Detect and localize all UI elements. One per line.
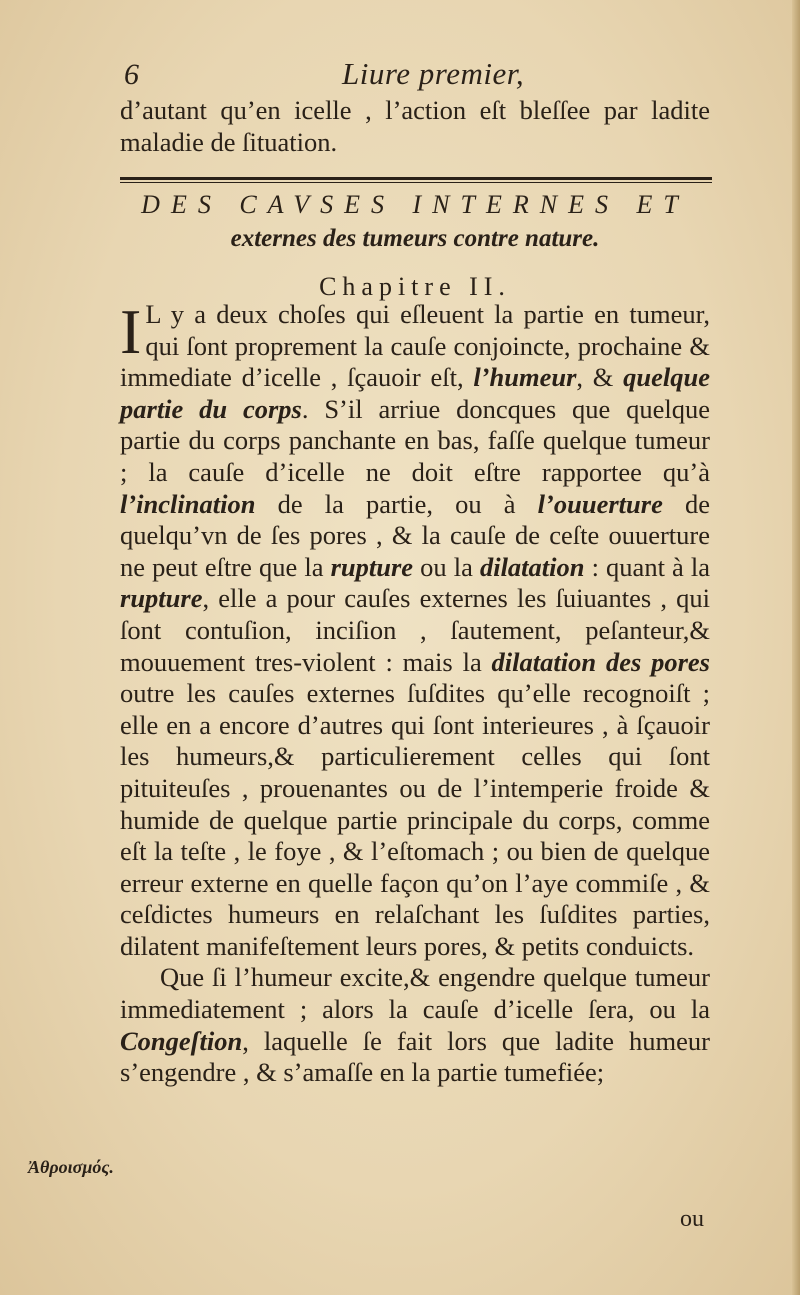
text-run: . S’il arriue doncques que quelque partie du corps panchante en bas, faſſe quelque tumeur ; la cauſe d’icelle ne doit eſtre rapportee qu’à <box>120 393 710 487</box>
text-run: , laquelle ſe fait lors que ladite humeur s’engendre , & s’amaſſe en la partie tumefiée; <box>120 1025 710 1088</box>
italic-term: quelque partie du corps <box>120 362 710 424</box>
italic-term: dilatation des pores <box>491 646 710 677</box>
text-run: , & <box>576 362 624 393</box>
chapter-body <box>120 296 711 1089</box>
text-run: de quelqu’vn de ſes pores , & la cauſe de ceſte ouuerture ne peut eſtre que la <box>120 488 710 582</box>
drop-cap: I <box>120 296 142 367</box>
section-rule <box>120 177 712 183</box>
text-run: ou la <box>413 551 480 582</box>
italic-term: rupture <box>330 551 414 582</box>
margin-note: Ἀθροισμός. <box>28 1157 114 1177</box>
section-title: DES CAVSES INTERNES ET <box>141 190 689 219</box>
italic-term: rupture <box>120 583 203 614</box>
section-subtitle: externes des tumeurs contre nature. <box>230 225 600 252</box>
chapter-heading: Chapitre II. <box>319 272 511 301</box>
text-run: , elle a pour cauſes externes les ſuiuantes , qui ſont contuſion, inciſion , ſautement, peſanteur,& mouuement tres-violent : mais la <box>120 583 710 677</box>
running-head: Liure premier, <box>342 56 525 91</box>
italic-term: l’humeur <box>473 362 577 393</box>
italic-term: Congeſtion <box>120 1025 243 1056</box>
italic-term: l’inclination <box>120 488 256 519</box>
text-run: de la partie, ou à <box>255 488 538 519</box>
text-run: outre les cauſes externes ſuſdites qu’elle recognoiſt ; elle en a encore d’autres qui ſont interieures , à ſçauoir les humeurs,& particulierement celles qui ſont pituiteuſes , prouenantes ou de l’intemperie froide & humide de quelque partie principale du corps, comme eſt la teſte , le foye , & l’eſtomach ; ou bien de quelque erreur externe en quelle façon qu’on l’aye commiſe , & ceſdictes humeurs en relaſchant les ſuſdites parties, dilatent manifeſtement leurs pores, & petits conduicts. <box>120 678 710 961</box>
paragraph-2 <box>120 962 710 1088</box>
text-run: : quant à la <box>584 551 711 582</box>
italic-term: dilatation <box>479 551 585 582</box>
page-number: 6 <box>124 58 139 91</box>
italic-term: l’ouuerture <box>537 488 663 519</box>
page-edge <box>792 0 800 1295</box>
text-run: L y a deux choſes qui eſleuent la partie en tumeur, qui ſont proprement la cauſe conjoincte, prochaine & immediate d’icelle , ſçauoir eſt, <box>120 299 710 393</box>
carryover-text: d’autant qu’en icelle , l’action eſt bleſſee par ladite maladie de ſituation. <box>120 95 710 157</box>
catchword: ou <box>680 1206 704 1232</box>
text-run: Que ſi l’humeur excite,& engendre quelque tumeur immediatement ; alors la cauſe d’icelle ſera, ou la <box>120 962 710 1025</box>
paragraph-1 <box>120 296 711 962</box>
